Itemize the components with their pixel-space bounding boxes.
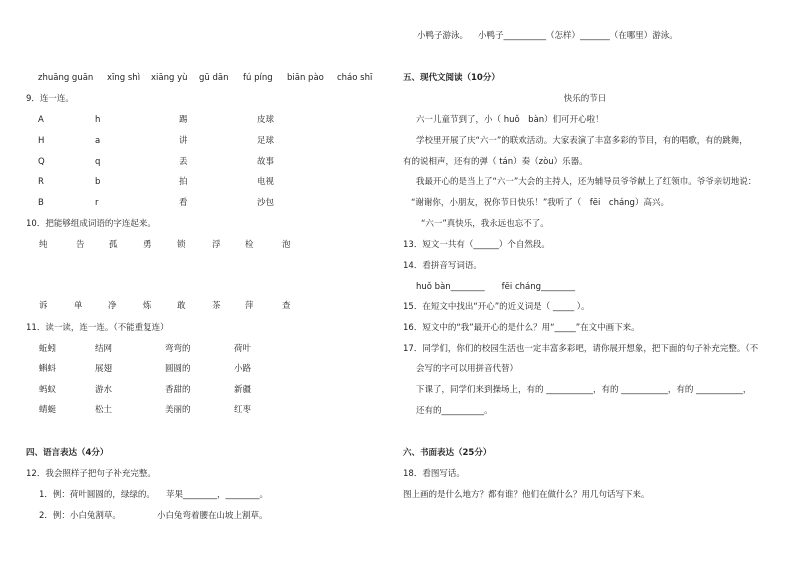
char-item: 检 [245, 240, 254, 250]
char-item: 告 [76, 240, 85, 250]
passage-line: 我最开心的是当上了“六一”大会的主持人，还为辅导员爷爷献上了红领巾。爷爷亲切地说： [416, 177, 757, 187]
question-17-blank: 还有的__________。 [416, 406, 493, 416]
char-item: 净 [108, 301, 117, 311]
char-item: 敢 [177, 301, 186, 311]
question-title: 12．我会照样子把句子补充完整。 [26, 469, 156, 479]
example-sentence: 小鸭子游泳。 [417, 31, 469, 41]
match-item: 讲 [179, 136, 188, 146]
passage-line: 六一儿童节到了，小（ huǒ bàn）们可开心啦！ [416, 115, 604, 125]
char-item: 查 [282, 301, 291, 311]
answer-sentence: 小白兔弯着腰在山坡上割草。 [157, 511, 268, 521]
match-item: B [38, 198, 44, 208]
char-item: 锁 [177, 240, 186, 250]
pinyin-word: cháo shī [337, 73, 373, 83]
match-item: 踢 [179, 115, 188, 125]
char-item: 单 [74, 301, 83, 311]
pinyin-word: xiāng yù [151, 73, 188, 83]
match-item: 香甜的 [165, 385, 191, 395]
question-title: 9．连一连。 [26, 94, 74, 104]
match-item: 沙包 [257, 198, 275, 208]
passage-title: 快乐的节日 [563, 94, 607, 104]
question-title: 11．读一读，连一连。（不能重复连） [26, 323, 169, 333]
question-17: 17．同学们，你们的校园生活也一定丰富多彩吧，请你展开想象，把下面的句子补充完整。（不 [403, 344, 759, 354]
match-item: R [38, 177, 44, 187]
pinyin-word: gū dān [199, 73, 229, 83]
char-item: 萍 [245, 301, 254, 311]
question-18: 18．看图写话。 [403, 469, 465, 479]
char-item: 孤 [109, 240, 118, 250]
match-item: 新疆 [234, 385, 252, 395]
question-13: 13．短文一共有（______）个自然段。 [403, 240, 550, 250]
match-item: 松土 [95, 405, 113, 415]
passage-line: “谢谢你，小朋友，祝你节日快乐！”我听了（ fēi cháng）高兴。 [411, 198, 669, 208]
question-14: 14．看拼音写词语。 [403, 261, 482, 271]
fill-blank: 小鸭子__________（怎样）_______（在哪里）游泳。 [478, 31, 678, 41]
match-item: 结网 [95, 344, 113, 354]
char-item: 泡 [282, 240, 291, 250]
question-18-desc: 图上画的是什么地方？都有谁？他们在做什么？用几句话写下来。 [403, 490, 650, 500]
pinyin-word: zhuāng guān [38, 73, 94, 83]
match-item: r [95, 198, 99, 208]
match-item: 圆圆的 [165, 364, 191, 374]
pinyin-blanks: huǒ bàn________ fēi cháng________ [416, 282, 576, 292]
question-15: 15．在短文中找出“开心”的近义词是（ _____ ）。 [403, 302, 590, 312]
match-item: b [95, 177, 101, 187]
passage-line: “六一”真快乐，我永远也忘不了。 [421, 219, 549, 229]
question-16: 16．短文中的“我”最开心的是什么？用“_____”在文中画下来。 [403, 323, 640, 333]
pinyin-word: biān pào [287, 73, 324, 83]
example-sentence: 1．例：荷叶圆圆的，绿绿的。 [39, 490, 155, 500]
char-item: 浮 [212, 240, 221, 250]
passage-line: 有的说相声，还有的弹（ tán）奏（zòu）乐器。 [403, 157, 588, 167]
pinyin-word: xīng shì [107, 73, 141, 83]
fill-blank: 苹果________，________。 [166, 490, 269, 500]
match-item: 蝌蚪 [39, 364, 57, 374]
pinyin-word: fú píng [243, 73, 273, 83]
match-item: 弯弯的 [165, 344, 191, 354]
section-title: 六、书面表达（25分） [403, 448, 492, 458]
section-title: 四、语言表达（4分） [26, 448, 109, 458]
question-title: 10．把能够组成词语的字连起来。 [26, 219, 156, 229]
char-item: 炼 [143, 301, 152, 311]
match-item: a [95, 136, 101, 146]
match-item: 荷叶 [234, 344, 252, 354]
match-item: 皮球 [257, 115, 275, 125]
char-item: 纯 [39, 240, 48, 250]
match-item: H [38, 136, 45, 146]
match-item: 红枣 [234, 405, 252, 415]
match-item: 蚯蚓 [39, 344, 57, 354]
match-item: q [95, 157, 101, 167]
match-item: 足球 [257, 136, 275, 146]
char-item: 勇 [143, 240, 152, 250]
question-17-cont: 会写的字可以用拼音代替） [416, 364, 519, 374]
match-item: 电视 [257, 177, 275, 187]
match-item: A [38, 115, 44, 125]
section-title: 五、现代文阅读（10分） [403, 73, 500, 83]
match-item: 游水 [95, 385, 113, 395]
match-item: 看 [179, 198, 188, 208]
match-item: 展翅 [95, 364, 113, 374]
example-sentence: 2．例：小白兔割草。 [39, 511, 121, 521]
match-item: 蜻蜓 [39, 405, 57, 415]
match-item: 丢 [179, 157, 188, 167]
match-item: 小路 [234, 364, 252, 374]
passage-line: 学校里开展了庆“六一”的联欢活动。大家表演了丰富多彩的节目，有的唱歌，有的跳舞， [416, 136, 748, 146]
match-item: 故事 [257, 157, 275, 167]
match-item: Q [38, 157, 45, 167]
match-item: 拍 [179, 177, 188, 187]
match-item: 美丽的 [165, 405, 191, 415]
char-item: 诉 [39, 301, 48, 311]
char-item: 茶 [212, 301, 221, 311]
match-item: 蚂蚁 [39, 385, 57, 395]
match-item: h [95, 115, 101, 125]
question-17-blank: 下课了，同学们来到操场上，有的 ___________，有的 ___________，有的 ___________， [416, 385, 752, 395]
